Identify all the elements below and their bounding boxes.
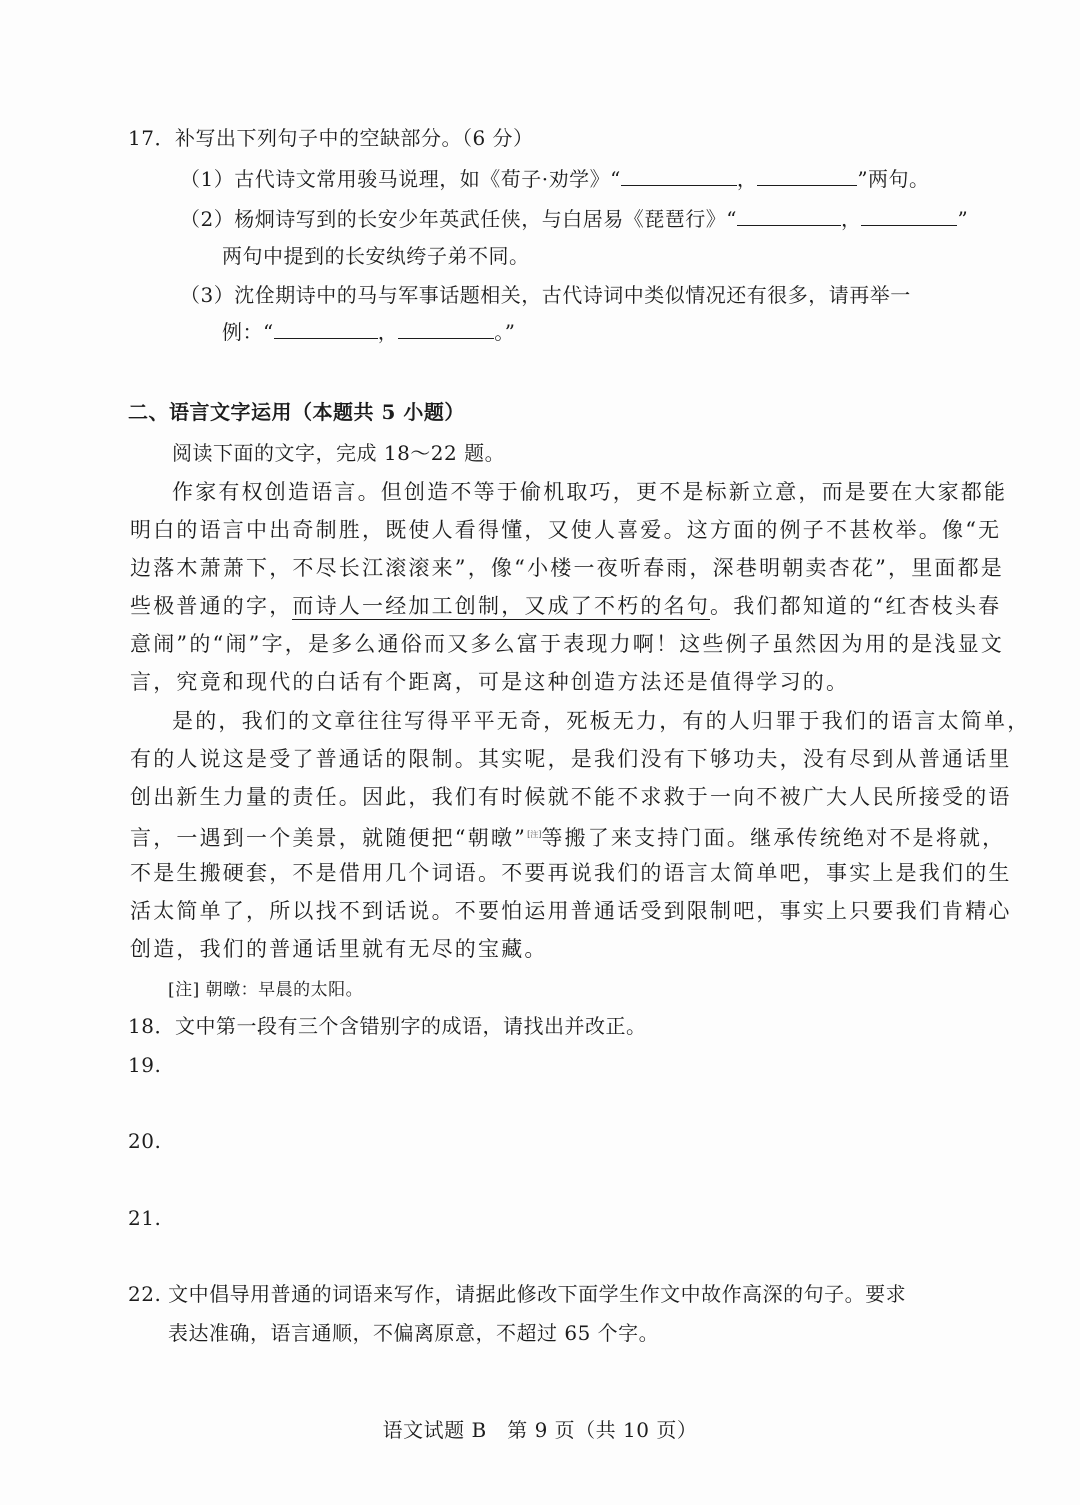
- passage-line: [130, 592, 1001, 620]
- answer-blank[interactable]: [757, 165, 857, 186]
- passage-line: 作家有权创造语言。但创造不等于偷机取巧，更不是标新立意，而是要在大家都能: [172, 480, 1008, 504]
- item-1-tail: ”两句。: [857, 167, 930, 191]
- passage-text: 言，一遇到一个美景，就随便把“朝暾”: [130, 826, 528, 850]
- item-1-comma: ，: [736, 167, 758, 191]
- passage-line: 创出新生力量的责任。因此，我们有时候就不能不求救于一向不被广大人民所接受的语: [130, 785, 1012, 809]
- section-heading: 二、语言文字运用（本题共 5 小题）: [128, 400, 465, 424]
- passage-line: 创造，我们的普通话里就有无尽的宝藏。: [130, 937, 548, 961]
- passage-line: 是的，我们的文章往往写得平平无奇，死板无力，有的人归罪于我们的语言太简单，: [172, 709, 1031, 733]
- item-3-comma: ，: [377, 320, 399, 344]
- item-3-text: 例：“: [222, 320, 274, 344]
- question-17-item-3: （3）沈佺期诗中的马与军事话题相关，古代诗词中类似情况还有很多，请再举一: [180, 283, 911, 307]
- footnote: [注] 朝暾：早晨的太阳。: [168, 980, 364, 1000]
- passage-line: 言，究竟和现代的白话有个距离，可是这种创造方法还是值得学习的。: [130, 670, 850, 694]
- question-21: 21.: [128, 1206, 162, 1230]
- answer-blank[interactable]: [274, 318, 378, 339]
- item-2-tail: ”: [957, 207, 969, 231]
- item-2-comma: ，: [840, 207, 862, 231]
- passage-text: 。我们都知道的“红杏枝头春: [710, 594, 1002, 618]
- answer-blank[interactable]: [621, 165, 737, 186]
- passage-line: 活太简单了，所以找不到话说。不要怕运用普通话受到限制吧，事实上只要我们肯精心: [130, 899, 1012, 923]
- question-18: 18．文中第一段有三个含错别字的成语，请找出并改正。: [128, 1014, 647, 1038]
- question-17-stem: 17．补写出下列句子中的空缺部分。（6 分）: [128, 126, 534, 150]
- question-17-item-1: [180, 165, 930, 193]
- passage-line: [130, 821, 1005, 852]
- item-3-tail: 。”: [494, 320, 516, 344]
- passage-line: 边落木萧萧下，不尽长江滚滚来”，像“小楼一夜听春雨，深巷明朝卖杏花”，里面都是: [130, 556, 1005, 580]
- underlined-sentence: 而诗人一经加工创制，又成了不朽的名句: [292, 594, 711, 618]
- passage-line: 明白的语言中出奇制胜，既使人看得懂，又使人喜爱。这方面的例子不甚枚举。像“无: [130, 518, 1002, 542]
- question-19: 19.: [128, 1053, 162, 1077]
- question-22: 22. 文中倡导用普通的词语来写作，请据此修改下面学生作文中故作高深的句子。要求: [128, 1282, 907, 1306]
- question-17-item-3-answer-line: [222, 318, 515, 346]
- question-17-item-2: [180, 205, 968, 233]
- page-footer: 语文试题 B 第 9 页（共 10 页）: [382, 1418, 698, 1442]
- footnote-marker: [注]: [527, 830, 542, 839]
- answer-blank[interactable]: [398, 318, 494, 339]
- answer-blank[interactable]: [737, 205, 841, 226]
- section-intro: 阅读下面的文字，完成 18～22 题。: [172, 441, 506, 465]
- passage-line: 有的人说这是受了普通话的限制。其实呢，是我们没有下够功夫，没有尽到从普通话里: [130, 747, 1012, 771]
- item-2-text: （2）杨炯诗写到的长安少年英武任侠，与白居易《琵琶行》“: [180, 207, 737, 231]
- passage-line: 不是生搬硬套，不是借用几个词语。不要再说我们的语言太简单吧，事实上是我们的生: [130, 861, 1012, 885]
- answer-blank[interactable]: [861, 205, 957, 226]
- question-20: 20.: [128, 1129, 162, 1153]
- question-17-item-2-continued: 两句中提到的长安纨绔子弟不同。: [222, 244, 530, 268]
- passage-text: 等搬了来支持门面。继承传统绝对不是将就，: [541, 826, 1006, 850]
- item-1-text: （1）古代诗文常用骏马说理，如《荀子·劝学》“: [180, 167, 621, 191]
- passage-line: 意闹”的“闹”字，是多么通俗而又多么富于表现力啊！这些例子虽然因为用的是浅显文: [130, 632, 1005, 656]
- question-22-continued: 表达准确，语言通顺，不偏离原意，不超过 65 个字。: [168, 1321, 660, 1345]
- passage-text: 些极普通的字，: [130, 594, 293, 618]
